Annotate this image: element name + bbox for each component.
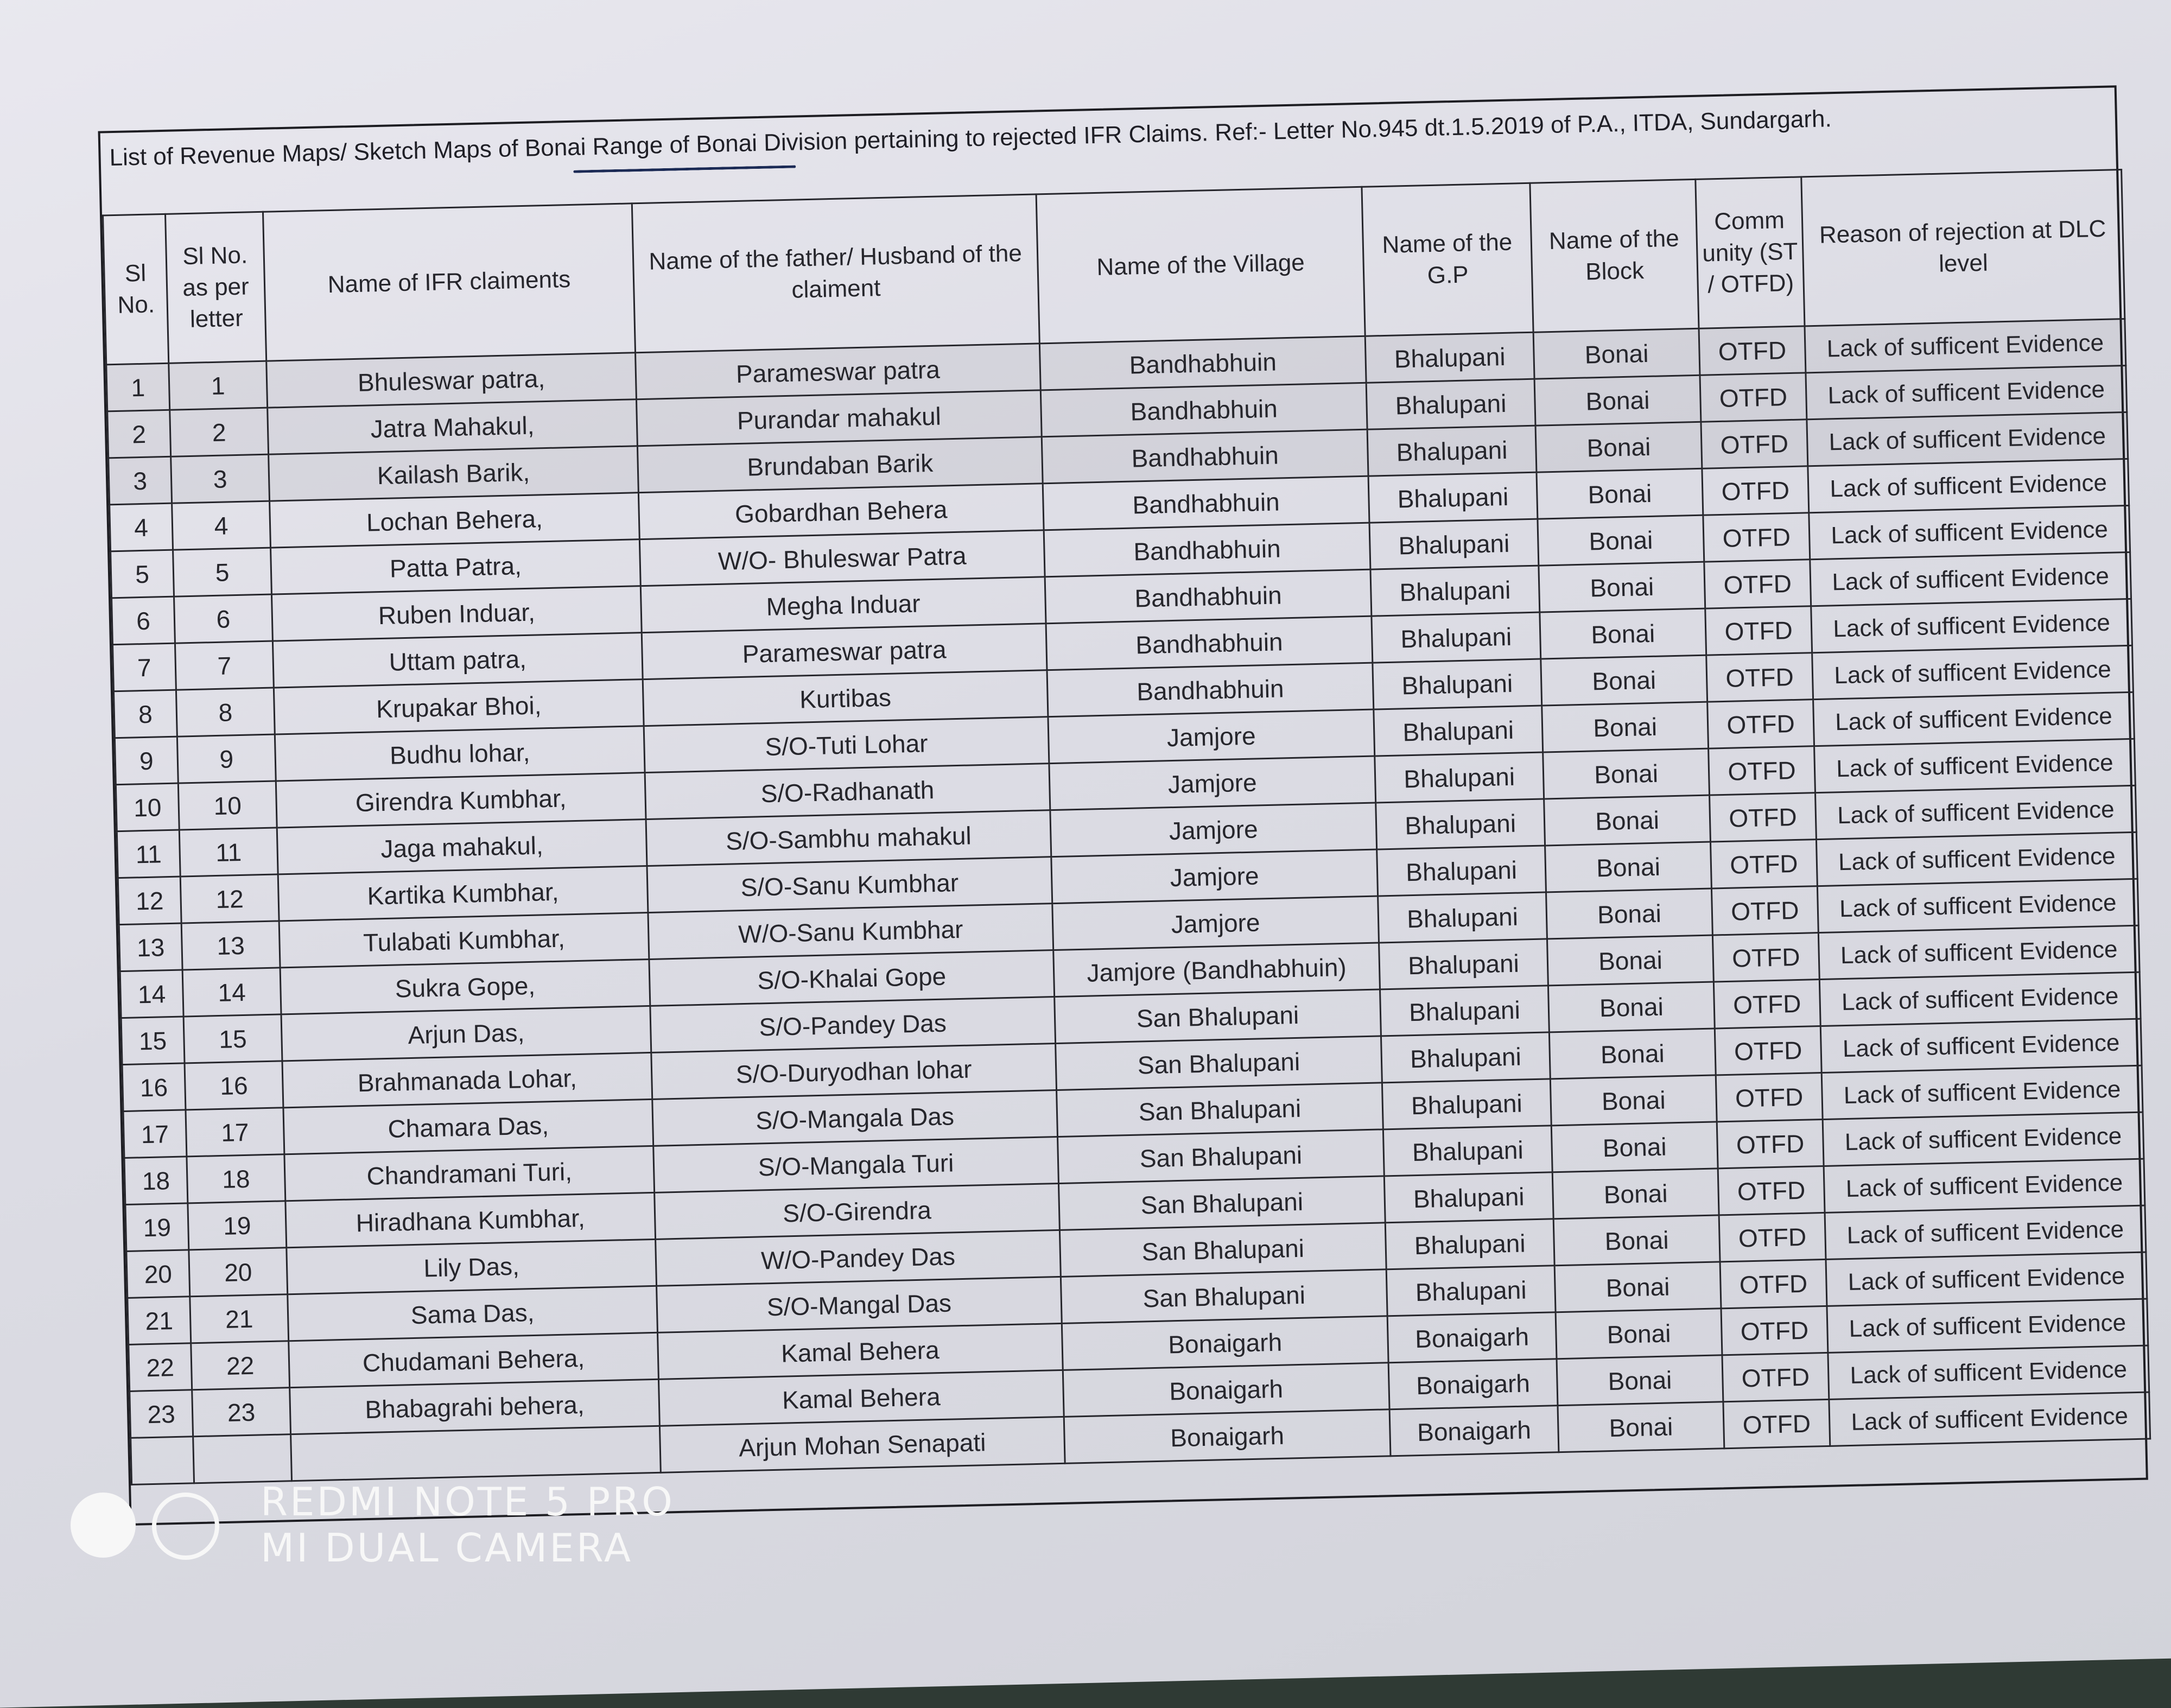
cell-community: OTFD: [1702, 466, 1809, 515]
cell-claimant-name: Brahmanada Lohar,: [282, 1052, 652, 1107]
header-sl-no-letter: Sl No. as per letter: [166, 212, 266, 363]
cell-reason: Lack of sufficent Evidence: [1823, 1112, 2144, 1166]
cell-sl-no-letter: 18: [187, 1154, 285, 1203]
cell-reason: Lack of sufficent Evidence: [1818, 925, 2140, 979]
cell-reason: Lack of sufficent Evidence: [1811, 599, 2132, 652]
cell-gp: Bhalupani: [1383, 1126, 1552, 1176]
cell-sl-no-letter: 14: [182, 968, 281, 1017]
cell-community: OTFD: [1711, 886, 1818, 935]
cell-block: Bonai: [1547, 935, 1713, 986]
cell-sl-no-letter: 13: [181, 921, 280, 970]
cell-community: OTFD: [1710, 793, 1817, 842]
cell-gp: Bhalupani: [1365, 332, 1534, 383]
cell-village: San Bhalupani: [1055, 989, 1381, 1044]
cell-sl-no-letter: 23: [192, 1388, 291, 1437]
cell-block: Bonai: [1534, 375, 1701, 426]
cell-community: OTFD: [1703, 513, 1810, 562]
cell-father-husband: S/O-Khalai Gope: [649, 950, 1055, 1006]
cell-father-husband: W/O- Bhuleswar Patra: [639, 530, 1045, 586]
cell-community: OTFD: [1710, 840, 1817, 888]
cell-block: Bonai: [1558, 1402, 1724, 1452]
cell-father-husband: Arjun Mohan Senapati: [659, 1417, 1065, 1472]
header-village: Name of the Village: [1036, 187, 1365, 344]
cell-sl-no: 16: [122, 1063, 186, 1112]
watermark-dot-icon: [71, 1493, 136, 1558]
cell-reason: Lack of sufficent Evidence: [1819, 972, 2141, 1026]
cell-father-husband: Gobardhan Behera: [638, 484, 1044, 539]
cell-block: Bonai: [1535, 422, 1702, 472]
cell-village: Jamjore: [1049, 756, 1376, 810]
cell-claimant-name: Patta Patra,: [271, 539, 641, 594]
cell-reason: Lack of sufficent Evidence: [1820, 1019, 2142, 1072]
cell-claimant-name: Arjun Das,: [281, 1006, 651, 1061]
cell-community: OTFD: [1700, 373, 1807, 422]
cell-village: San Bhalupani: [1059, 1223, 1386, 1277]
cell-sl-no-letter: 20: [189, 1248, 288, 1297]
cell-gp: Bhalupani: [1375, 752, 1544, 803]
cell-reason: Lack of sufficent Evidence: [1809, 505, 2130, 559]
header-community: Comm unity (ST / OTFD): [1696, 177, 1805, 328]
cell-gp: Bhalupani: [1380, 986, 1550, 1036]
cell-claimant-name: Chamara Das,: [283, 1099, 653, 1154]
cell-gp: Bhalupani: [1378, 892, 1547, 943]
cell-community: OTFD: [1712, 933, 1819, 982]
header-gp: Name of the G.P: [1362, 183, 1533, 336]
cell-father-husband: W/O-Pandey Das: [656, 1230, 1061, 1286]
cell-community: OTFD: [1718, 1166, 1825, 1215]
cell-father-husband: Kamal Behera: [658, 1323, 1063, 1379]
header-father-husband: Name of the father/ Husband of the claiment: [632, 194, 1039, 353]
cell-block: Bonai: [1550, 1075, 1717, 1126]
cell-village: Bonaigarh: [1064, 1409, 1391, 1464]
cell-reason: Lack of sufficent Evidence: [1816, 832, 2137, 886]
cell-father-husband: S/O-Mangala Turi: [653, 1136, 1059, 1192]
cell-father-husband: Megha Induar: [640, 577, 1046, 633]
cell-gp: Bhalupani: [1379, 939, 1548, 989]
cell-father-husband: S/O-Mangal Das: [657, 1277, 1062, 1332]
cell-gp: Bhalupani: [1374, 706, 1543, 756]
document-title: List of Revenue Maps/ Sketch Maps of Bonai Range of Bonai Division pertaining to rejected IFR Claims. Ref:- Letter No.945 dt.1.5.2019 of P.A., ITDA, Sundargarh.: [109, 105, 1832, 172]
cell-reason: Lack of sufficent Evidence: [1824, 1159, 2145, 1212]
cell-sl-no: 21: [128, 1297, 191, 1345]
cell-sl-no-letter: 16: [185, 1061, 283, 1110]
cell-father-husband: Brundaban Barik: [637, 437, 1043, 493]
cell-sl-no-letter: 19: [188, 1201, 287, 1250]
cell-sl-no: 9: [115, 736, 178, 785]
cell-gp: Bonaigarh: [1389, 1406, 1559, 1456]
cell-claimant-name: Krupakar Bhoi,: [274, 680, 644, 734]
cell-claimant-name: Sama Das,: [288, 1286, 658, 1341]
cell-reason: Lack of sufficent Evidence: [1825, 1205, 2146, 1259]
cell-gp: Bhalupani: [1372, 612, 1541, 663]
cell-block: Bonai: [1542, 702, 1709, 752]
cell-block: Bonai: [1544, 795, 1711, 846]
cell-village: Jamjore: [1052, 896, 1379, 950]
cell-claimant-name: Lily Das,: [287, 1239, 657, 1294]
cell-community: OTFD: [1701, 420, 1808, 468]
cell-claimant-name: Girendra Kumbhar,: [276, 773, 646, 828]
cell-sl-no: 10: [116, 783, 179, 831]
cell-claimant-name: Kailash Barik,: [269, 446, 639, 501]
cell-village: San Bhalupani: [1056, 1036, 1382, 1090]
cell-sl-no: 14: [120, 970, 183, 1018]
cell-reason: Lack of sufficent Evidence: [1828, 1345, 2149, 1399]
cell-reason: Lack of sufficent Evidence: [1810, 552, 2131, 606]
cell-block: Bonai: [1552, 1169, 1719, 1219]
cell-sl-no: 20: [126, 1250, 190, 1298]
cell-sl-no: 1: [106, 363, 170, 411]
cell-community: OTFD: [1709, 746, 1815, 795]
cell-block: Bonai: [1543, 748, 1710, 799]
cell-sl-no-letter: 6: [174, 594, 273, 643]
cell-village: San Bhalupani: [1058, 1176, 1385, 1230]
cell-sl-no: 8: [113, 690, 177, 738]
cell-village: Jamjore: [1051, 849, 1378, 904]
cell-sl-no: 4: [110, 503, 173, 551]
cell-community: OTFD: [1723, 1399, 1830, 1448]
cell-claimant-name: Budhu lohar,: [275, 726, 645, 781]
cell-gp: Bhalupani: [1377, 846, 1546, 896]
cell-sl-no-letter: 11: [179, 828, 278, 877]
cell-claimant-name: Lochan Behera,: [270, 493, 640, 548]
cell-community: OTFD: [1705, 606, 1812, 655]
cell-block: Bonai: [1556, 1309, 1722, 1359]
cell-claimant-name: Chudamani Behera,: [289, 1332, 659, 1387]
cell-community: OTFD: [1721, 1306, 1828, 1355]
cell-block: Bonai: [1539, 562, 1705, 612]
cell-block: Bonai: [1548, 982, 1715, 1032]
cell-father-husband: S/O-Mangala Das: [652, 1090, 1058, 1146]
cell-community: OTFD: [1715, 1026, 1821, 1075]
cell-reason: Lack of sufficent Evidence: [1808, 459, 2129, 512]
cell-reason: Lack of sufficent Evidence: [1807, 412, 2128, 466]
cell-block: Bonai: [1540, 608, 1706, 659]
cell-sl-no-letter: 17: [186, 1108, 284, 1157]
cell-claimant-name: Bhabagrahi behera,: [290, 1379, 660, 1434]
cell-block: Bonai: [1533, 328, 1700, 379]
cell-father-husband: W/O-Sanu Kumbhar: [648, 904, 1053, 960]
cell-community: OTFD: [1707, 700, 1814, 748]
cell-claimant-name: Jaga mahakul,: [277, 820, 647, 874]
cell-sl-no: 3: [109, 456, 172, 505]
cell-community: OTFD: [1719, 1212, 1826, 1261]
header-block: Name of the Block: [1530, 179, 1699, 332]
cell-community: OTFD: [1704, 560, 1811, 608]
cell-village: Bandhabhuin: [1046, 616, 1373, 670]
cell-sl-no: 12: [118, 877, 181, 925]
cell-sl-no-letter: 21: [190, 1294, 289, 1343]
cell-block: Bonai: [1551, 1122, 1718, 1172]
cell-father-husband: Kamal Behera: [658, 1370, 1064, 1426]
cell-father-husband: S/O-Tuti Lohar: [644, 717, 1049, 773]
cell-sl-no: 6: [112, 596, 175, 645]
cell-village: Bonaigarh: [1063, 1363, 1389, 1417]
cell-sl-no-letter: 12: [180, 874, 279, 923]
cell-father-husband: S/O-Sanu Kumbhar: [647, 857, 1052, 913]
cell-gp: Bhalupani: [1369, 519, 1539, 569]
cell-community: OTFD: [1716, 1073, 1823, 1122]
cell-sl-no: 2: [107, 410, 171, 458]
cell-gp: Bhalupani: [1376, 799, 1545, 849]
cell-reason: Lack of sufficent Evidence: [1827, 1299, 2148, 1353]
watermark-model: REDMI NOTE 5 PRO: [261, 1479, 675, 1525]
cell-village: Bandhabhuin: [1042, 429, 1368, 484]
cell-sl-no: 22: [129, 1343, 192, 1392]
cell-sl-no-letter: 5: [173, 548, 272, 596]
cell-gp: Bhalupani: [1370, 566, 1540, 616]
cell-village: Jamjore: [1050, 803, 1377, 857]
cell-father-husband: S/O-Girendra: [655, 1183, 1060, 1239]
cell-reason: Lack of sufficent Evidence: [1806, 365, 2127, 419]
cell-sl-no: 7: [112, 643, 176, 691]
cell-gp: Bonaigarh: [1387, 1312, 1557, 1363]
header-reason: Reason of rejection at DLC level: [1801, 170, 2125, 326]
cell-reason: Lack of sufficent Evidence: [1829, 1392, 2150, 1446]
cell-father-husband: Purandar mahakul: [636, 390, 1042, 446]
cell-village: San Bhalupani: [1058, 1129, 1385, 1184]
cell-sl-no: 19: [125, 1203, 189, 1252]
cell-reason: Lack of sufficent Evidence: [1805, 319, 2126, 372]
cell-village: Jamjore: [1048, 709, 1375, 764]
cell-block: Bonai: [1554, 1262, 1721, 1312]
cell-gp: Bonaigarh: [1388, 1359, 1558, 1409]
cell-sl-no-letter: 3: [171, 454, 270, 503]
cell-claimant-name: Hiradhana Kumbhar,: [285, 1192, 656, 1247]
cell-village: Bonaigarh: [1062, 1316, 1388, 1370]
cell-reason: Lack of sufficent Evidence: [1814, 739, 2136, 792]
cell-father-husband: S/O-Duryodhan lohar: [651, 1044, 1057, 1100]
cell-reason: Lack of sufficent Evidence: [1817, 879, 2138, 932]
cell-reason: Lack of sufficent Evidence: [1826, 1252, 2147, 1306]
cell-sl-no-letter: 22: [191, 1341, 290, 1390]
claims-table: [102, 169, 2151, 1485]
header-sl-no: Sl No.: [103, 214, 169, 365]
cell-sl-no-letter: 2: [170, 408, 269, 456]
cell-gp: Bhalupani: [1386, 1266, 1556, 1316]
cell-community: OTFD: [1699, 326, 1806, 375]
cell-block: Bonai: [1546, 888, 1713, 939]
cell-gp: Bhalupani: [1373, 659, 1542, 709]
cell-sl-no: 23: [130, 1390, 193, 1438]
cell-community: OTFD: [1720, 1259, 1827, 1308]
watermark-camera: MI DUAL CAMERA: [261, 1525, 633, 1571]
cell-sl-no: 17: [123, 1110, 187, 1158]
document: [98, 85, 2148, 1526]
cell-village: Bandhabhuin: [1045, 569, 1372, 624]
cell-community: OTFD: [1717, 1120, 1824, 1169]
cell-village: San Bhalupani: [1057, 1083, 1383, 1137]
watermark-ring-icon: [152, 1493, 219, 1560]
cell-reason: Lack of sufficent Evidence: [1821, 1065, 2143, 1119]
cell-sl-no-letter: 7: [175, 641, 274, 690]
cell-block: Bonai: [1537, 468, 1703, 519]
cell-block: Bonai: [1557, 1355, 1723, 1406]
cell-block: Bonai: [1549, 1028, 1716, 1079]
cell-community: OTFD: [1713, 980, 1820, 1028]
cell-claimant-name: Bhuleswar patra,: [266, 353, 637, 408]
cell-village: San Bhalupani: [1061, 1269, 1387, 1324]
cell-sl-no-letter: 4: [172, 501, 271, 550]
cell-sl-no: 5: [111, 550, 174, 598]
cell-community: OTFD: [1722, 1353, 1829, 1401]
cell-father-husband: S/O-Pandey Das: [650, 997, 1056, 1053]
cell-gp: Bhalupani: [1367, 426, 1537, 476]
cell-reason: Lack of sufficent Evidence: [1813, 692, 2135, 746]
cell-sl-no: 18: [124, 1157, 188, 1205]
cell-community: OTFD: [1706, 653, 1813, 702]
cell-block: Bonai: [1553, 1215, 1720, 1266]
cell-sl-no-letter: 10: [178, 781, 277, 830]
cell-gp: Bhalupani: [1384, 1172, 1553, 1223]
cell-claimant-name: Ruben Induar,: [271, 586, 642, 641]
camera-watermark: [65, 1468, 716, 1571]
cell-gp: Bhalupani: [1366, 379, 1535, 429]
cell-sl-no-letter: 8: [176, 688, 275, 736]
cell-block: Bonai: [1545, 842, 1712, 892]
cell-village: Bandhabhuin: [1043, 476, 1369, 530]
cell-village: Bandhabhuin: [1039, 336, 1366, 390]
cell-village: Jamjore (Bandhabhuin): [1053, 943, 1380, 997]
cell-reason: Lack of sufficent Evidence: [1815, 785, 2136, 839]
cell-sl-no-letter: 9: [177, 734, 276, 783]
cell-father-husband: Parameswar patra: [636, 344, 1041, 399]
cell-father-husband: S/O-Sambhu mahakul: [646, 810, 1051, 866]
cell-claimant-name: Uttam patra,: [272, 633, 643, 688]
cell-claimant-name: Sukra Gope,: [280, 959, 650, 1014]
cell-father-husband: Kurtibas: [643, 670, 1048, 726]
cell-claimant-name: Kartika Kumbhar,: [278, 866, 648, 921]
cell-sl-no: 11: [117, 830, 180, 878]
cell-block: Bonai: [1541, 655, 1707, 706]
cell-gp: Bhalupani: [1385, 1219, 1554, 1269]
cell-claimant-name: Jatra Mahakul,: [268, 399, 638, 454]
cell-sl-no-letter: 1: [169, 361, 268, 410]
cell-village: Bandhabhuin: [1044, 523, 1370, 577]
cell-gp: Bhalupani: [1381, 1032, 1550, 1083]
cell-gp: Bhalupani: [1368, 472, 1538, 523]
cell-gp: Bhalupani: [1382, 1079, 1551, 1129]
cell-father-husband: S/O-Radhanath: [645, 764, 1050, 820]
cell-block: Bonai: [1538, 515, 1704, 566]
cell-village: Bandhabhuin: [1047, 663, 1374, 717]
cell-claimant-name: Chandramani Turi,: [284, 1146, 655, 1201]
header-claimant-name: Name of IFR claiments: [263, 204, 635, 361]
cell-village: Bandhabhuin: [1040, 383, 1367, 437]
cell-sl-no: 15: [121, 1017, 185, 1065]
cell-reason: Lack of sufficent Evidence: [1812, 645, 2134, 699]
cell-sl-no: 13: [119, 923, 182, 972]
cell-claimant-name: Tulabati Kumbhar,: [279, 913, 649, 968]
cell-father-husband: Parameswar patra: [642, 624, 1047, 680]
cell-sl-no-letter: 15: [183, 1014, 282, 1063]
